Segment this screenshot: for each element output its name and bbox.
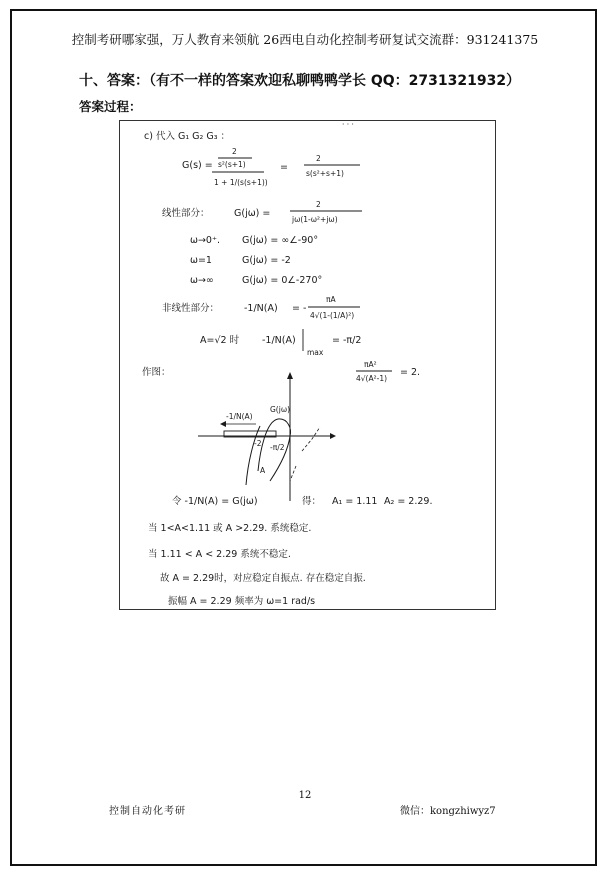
nl-num: πA	[326, 295, 336, 304]
imag-axis-arrow	[287, 372, 293, 379]
solve-get: 得：	[302, 496, 322, 507]
section-title: 十、答案：（有不一样的答案欢迎私聊鸭鸭学长 QQ：2731321932）	[79, 73, 521, 89]
plot-frac-num: πA²	[364, 360, 377, 369]
nl-eq: = -	[292, 303, 307, 314]
linear-label: 线性部分：	[162, 208, 210, 219]
nonlinear-label: 非线性部分：	[162, 303, 220, 314]
nl-locus-arrow	[220, 421, 226, 427]
plot-label: 作图：	[142, 367, 171, 378]
solve-lhs: 令 -1/N(A) = G(jω)	[172, 496, 258, 507]
top-mark: · · ·	[342, 121, 354, 129]
amplitude-line: 振幅 A = 2.29 频率为 ω=1 rad/s	[168, 596, 316, 607]
w1-val: G(jω) = -2	[242, 255, 291, 266]
case-unstable: 当 1.11 < A < 2.29 系统不稳定.	[148, 549, 291, 560]
w1-cond: ω=1	[190, 255, 212, 266]
gs-result-num: 2	[316, 154, 321, 163]
plot-frac-rhs: = 2.	[400, 367, 421, 378]
plot-minus-pi-label: -π/2	[270, 443, 285, 452]
nl-max-sub: max	[307, 348, 324, 357]
winf-val: G(jω) = 0∠-270°	[242, 275, 323, 286]
intro-line: c) 代入 G₁ G₂ G₃ ：	[144, 131, 231, 142]
gs-eq: =	[280, 162, 288, 173]
answer-process-label: 答案过程：	[79, 99, 142, 114]
dashed-branch-low	[290, 466, 296, 481]
nyquist-sketch	[198, 372, 336, 501]
nl-max-rhs: = -π/2	[332, 335, 362, 346]
gs-result-den: s(s²+s+1)	[306, 169, 344, 178]
a-cond: A=√2 时	[200, 335, 240, 346]
conclusion-line: 故 A = 2.29时，对应稳定自振点. 存在稳定自振.	[160, 573, 366, 584]
gs-inner-den: s²(s+1)	[218, 160, 246, 169]
w0-cond: ω→0⁺.	[190, 235, 220, 246]
gjw-low-branch	[246, 426, 260, 485]
w0-val: G(jω) = ∞∠-90°	[242, 235, 319, 246]
plot-minus2-label: -2	[254, 439, 262, 448]
case-stable: 当 1<A<1.11 或 A >2.29. 系统稳定.	[148, 523, 312, 534]
nl-lhs: -1/N(A)	[244, 303, 278, 314]
gjw-lhs: G(jω) =	[234, 208, 271, 219]
page-number: 12	[298, 790, 312, 801]
handwritten-answer-image	[119, 120, 496, 610]
plot-frac-den: 4√(A²-1)	[356, 374, 388, 383]
solve-a1: A₁ = 1.11	[332, 496, 378, 507]
page-header: 控制考研哪家强，万人教育来领航 26西电自动化控制考研复试交流群：931241375	[71, 32, 539, 47]
footer-left: 控制自动化考研	[109, 806, 186, 817]
gs-lower: 1 + 1/(s(s+1))	[214, 178, 268, 187]
nl-max-lhs: -1/N(A)	[262, 335, 296, 346]
winf-cond: ω→∞	[190, 275, 214, 286]
gjw-den: jω(1-ω²+jω)	[292, 215, 338, 224]
dashed-branch	[302, 427, 320, 451]
gs-num: 2	[232, 147, 237, 156]
gs-lhs: G(s) =	[182, 160, 213, 171]
plot-a-label: A	[260, 466, 266, 475]
real-axis-arrow	[330, 433, 336, 439]
plot-gjw-label: G(jω)	[270, 405, 291, 414]
gjw-num: 2	[316, 200, 321, 209]
handwritten-solution	[120, 121, 497, 611]
solve-a2: A₂ = 2.29.	[384, 496, 433, 507]
plot-nl-label: -1/N(A)	[226, 412, 253, 421]
footer-wechat: 微信：kongzhiwyz7	[400, 806, 496, 817]
nl-den: 4√(1-(1/A)²)	[310, 311, 355, 320]
